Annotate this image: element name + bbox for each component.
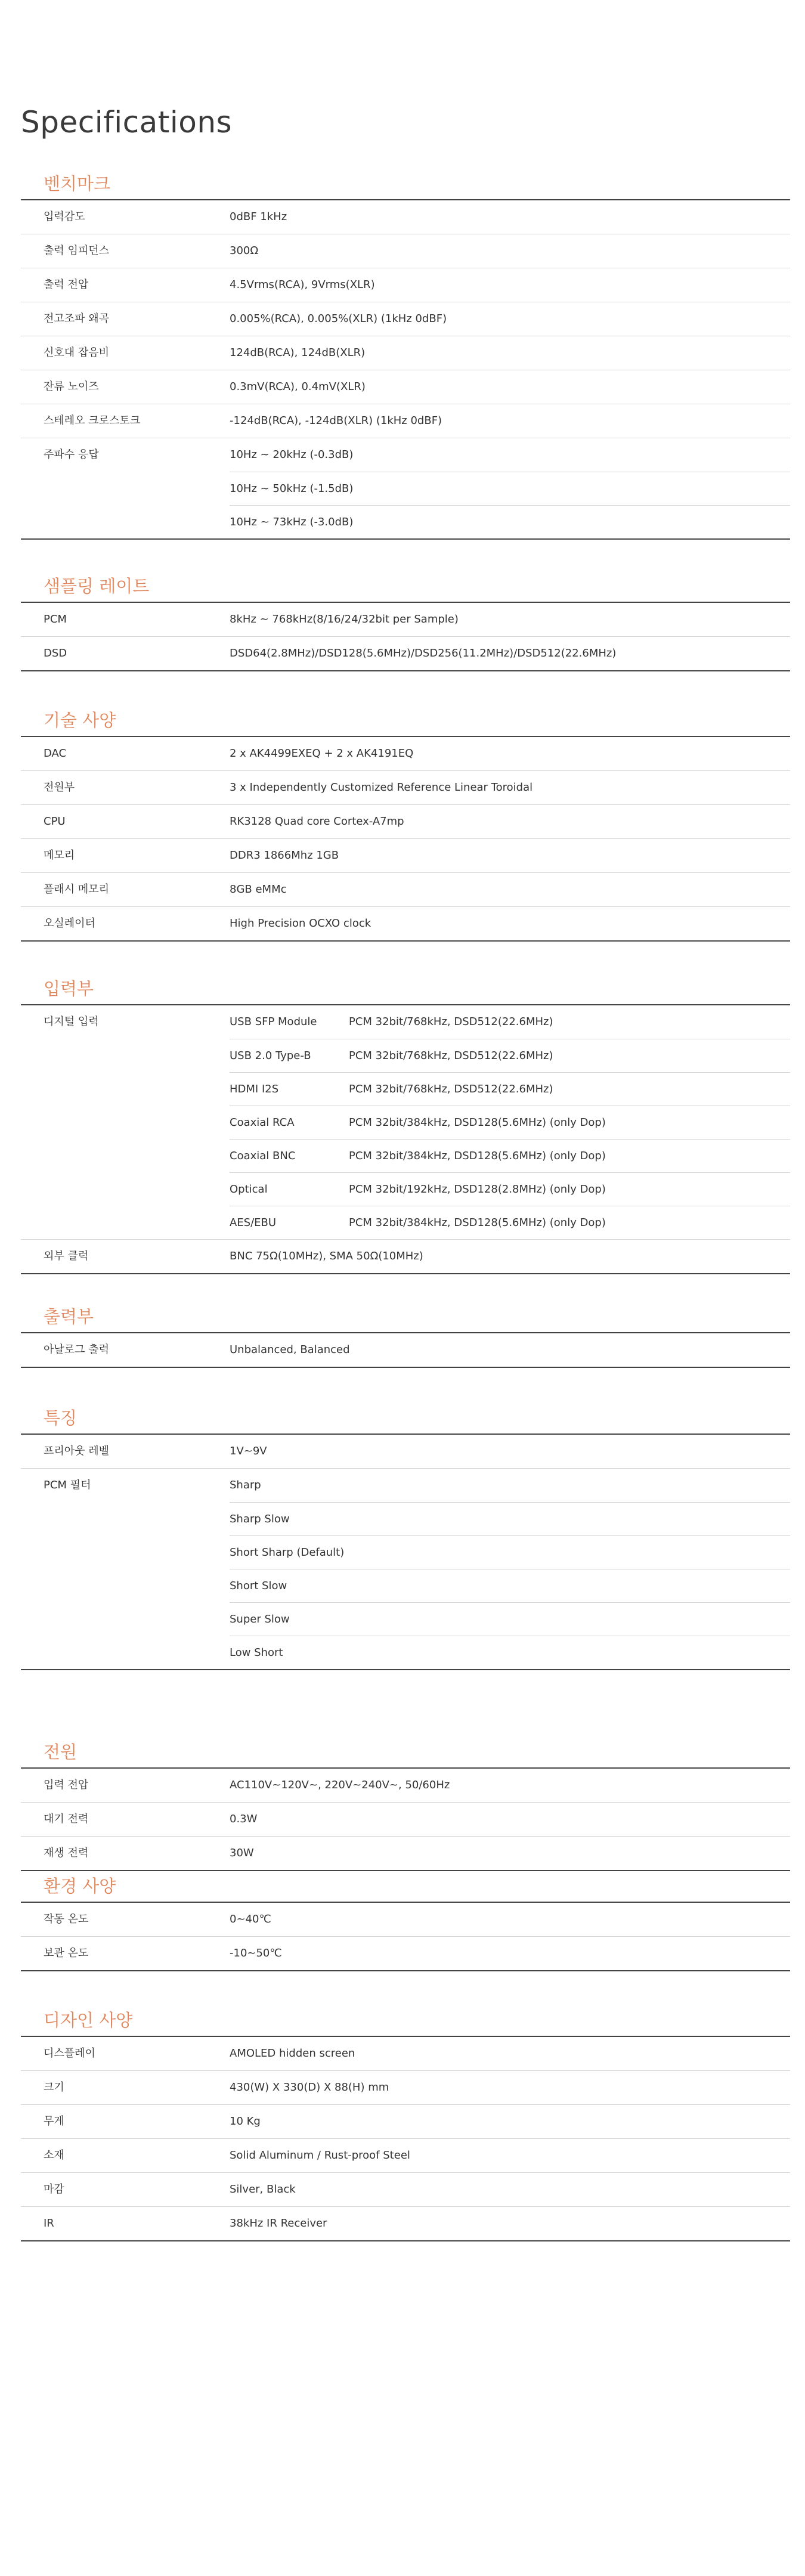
spec-label: 외부 클럭 [44, 1250, 89, 1262]
spec-label: DSD [44, 647, 67, 660]
spec-label: 디스플레이 [44, 2047, 95, 2060]
spec-values [230, 1005, 790, 1239]
spec-label: 마감 [44, 2183, 64, 2196]
spec-section [21, 1300, 790, 1368]
spec-value: -10~50℃ [230, 1947, 282, 1959]
spec-values [230, 839, 790, 872]
spec-value: Sharp [230, 1479, 261, 1491]
spec-values [230, 2173, 790, 2206]
spec-section [21, 167, 790, 540]
spec-values [230, 737, 790, 770]
spec-values [230, 404, 790, 438]
spec-value: Super Slow [230, 1602, 790, 1636]
spec-row [21, 1836, 790, 1870]
spec-values [230, 1903, 790, 1936]
spec-label: 소재 [44, 2149, 64, 2162]
spec-label: 플래시 메모리 [44, 883, 110, 896]
spec-values [230, 637, 790, 670]
spec-row [21, 1802, 790, 1836]
spec-values [230, 805, 790, 838]
spec-row [21, 636, 790, 670]
spec-row [21, 200, 790, 234]
spec-value: DDR3 1866Mhz 1GB [230, 849, 339, 862]
spec-label: PCM [44, 613, 67, 626]
spec-value: -124dB(RCA), -124dB(XLR) (1kHz 0dBF) [230, 414, 442, 427]
spec-value: Sharp Slow [230, 1502, 790, 1535]
spec-values [230, 1240, 790, 1273]
spec-label: 크기 [44, 2081, 64, 2094]
spec-label: 전원부 [44, 781, 75, 794]
spec-value: 124dB(RCA), 124dB(XLR) [230, 346, 366, 359]
section-heading: 환경 사양 [21, 1869, 790, 1903]
spec-row [21, 1903, 790, 1936]
spec-input-value: PCM 32bit/768kHz, DSD512(22.6MHz) [349, 1015, 553, 1028]
spec-values [230, 873, 790, 906]
spec-values [230, 336, 790, 370]
spec-label: 보관 온도 [44, 1947, 89, 1959]
spec-label: 프리아웃 레벨 [44, 1445, 110, 1457]
spec-input-name: Optical [230, 1183, 268, 1196]
spec-values [230, 2105, 790, 2138]
spec-input-name: USB SFP Module [230, 1015, 317, 1028]
spec-label: 재생 전력 [44, 1847, 89, 1859]
spec-input-name: AES/EBU [230, 1216, 277, 1229]
spec-rows [21, 603, 790, 671]
spec-row [21, 2037, 790, 2070]
spec-label: 출력 전압 [44, 278, 89, 291]
spec-label: 출력 임피던스 [44, 244, 110, 257]
spec-value: 10 Kg [230, 2115, 261, 2128]
spec-value-pair [230, 1206, 790, 1239]
spec-value-pair [230, 1039, 790, 1072]
spec-label: CPU [44, 815, 66, 828]
section-heading: 벤치마크 [21, 167, 790, 200]
spec-row [21, 2172, 790, 2206]
spec-values [230, 1803, 790, 1836]
spec-values [230, 2207, 790, 2240]
spec-values [230, 771, 790, 804]
spec-input-name: USB 2.0 Type-B [230, 1049, 311, 1062]
spec-input-name: HDMI I2S [230, 1083, 279, 1095]
spec-value: 10Hz ~ 73kHz (-3.0dB) [230, 505, 790, 538]
spec-value: AMOLED hidden screen [230, 2047, 355, 2060]
spec-value: Short Slow [230, 1569, 790, 1602]
spec-value: Solid Aluminum / Rust-proof Steel [230, 2149, 410, 2162]
spec-section [21, 1735, 790, 1871]
spec-value: Low Short [230, 1636, 790, 1669]
spec-input-value: PCM 32bit/768kHz, DSD512(22.6MHz) [349, 1083, 553, 1095]
spec-value: Short Sharp (Default) [230, 1535, 790, 1569]
spec-row [21, 1936, 790, 1970]
spec-value: High Precision OCXO clock [230, 917, 371, 930]
spec-value: Silver, Black [230, 2183, 296, 2196]
spec-rows [21, 2037, 790, 2241]
spec-row [21, 1468, 790, 1669]
spec-row [21, 438, 790, 538]
spec-row [21, 1239, 790, 1273]
spec-values [230, 2139, 790, 2172]
spec-row [21, 234, 790, 268]
spec-values [230, 1769, 790, 1802]
spec-row [21, 268, 790, 302]
spec-section [21, 569, 790, 671]
spec-values [230, 2071, 790, 2104]
spec-section [21, 704, 790, 942]
section-heading: 샘플링 레이트 [21, 569, 790, 603]
spec-values [230, 1837, 790, 1870]
spec-value: 10Hz ~ 20kHz (-0.3dB) [230, 448, 354, 461]
spec-input-value: PCM 32bit/384kHz, DSD128(5.6MHz) (only Dop) [349, 1116, 606, 1129]
spec-value: 3 x Independently Customized Reference Linear Toroidal [230, 781, 533, 794]
spec-rows [21, 1005, 790, 1274]
section-heading: 디자인 사양 [21, 2004, 790, 2037]
spec-section [21, 972, 790, 1274]
spec-row [21, 1769, 790, 1802]
spec-row [21, 404, 790, 438]
spec-values [230, 1333, 790, 1367]
spec-row [21, 737, 790, 770]
spec-label: IR [44, 2217, 54, 2230]
spec-value-pair [230, 1005, 790, 1039]
section-heading: 입력부 [21, 972, 790, 1005]
spec-label: 디지털 입력 [44, 1015, 99, 1028]
spec-values [230, 200, 790, 234]
spec-row [21, 2070, 790, 2104]
spec-value: 0~40℃ [230, 1913, 271, 1925]
spec-row [21, 1435, 790, 1468]
spec-label: 대기 전력 [44, 1813, 89, 1825]
spec-row [21, 370, 790, 404]
spec-values [230, 234, 790, 268]
spec-input-value: PCM 32bit/192kHz, DSD128(2.8MHz) (only Dop) [349, 1183, 606, 1196]
section-heading: 특징 [21, 1401, 790, 1435]
spec-label: DAC [44, 747, 67, 760]
spec-input-name: Coaxial BNC [230, 1150, 296, 1162]
spec-label: 아날로그 출력 [44, 1343, 110, 1356]
spec-value: 2 x AK4499EXEQ + 2 x AK4191EQ [230, 747, 414, 760]
spec-rows [21, 1903, 790, 1971]
spec-values [230, 302, 790, 336]
spec-label: 입력감도 [44, 210, 85, 223]
spec-value-pair [230, 1106, 790, 1139]
page-title: Specifications [21, 105, 233, 140]
section-heading: 출력부 [21, 1300, 790, 1333]
spec-values [230, 268, 790, 302]
section-heading: 전원 [21, 1735, 790, 1769]
spec-value-pair [230, 1172, 790, 1206]
spec-label: 주파수 응답 [44, 448, 99, 461]
spec-values [230, 1937, 790, 1970]
section-heading: 기술 사양 [21, 704, 790, 737]
spec-rows [21, 1333, 790, 1368]
spec-value: 1V~9V [230, 1445, 267, 1457]
spec-row [21, 804, 790, 838]
spec-values [230, 1435, 790, 1468]
spec-input-value: PCM 32bit/384kHz, DSD128(5.6MHz) (only Dop) [349, 1216, 606, 1229]
spec-values [230, 2037, 790, 2070]
spec-page [21, 0, 790, 2576]
spec-values [230, 603, 790, 636]
spec-label: 잔류 노이즈 [44, 380, 99, 393]
spec-row [21, 302, 790, 336]
spec-input-value: PCM 32bit/768kHz, DSD512(22.6MHz) [349, 1049, 553, 1062]
spec-label: 신호대 잡음비 [44, 346, 110, 359]
spec-label: 전고조파 왜곡 [44, 312, 110, 325]
spec-value-pair [230, 1072, 790, 1106]
spec-label: 스테레오 크로스토크 [44, 414, 141, 427]
spec-value: RK3128 Quad core Cortex-A7mp [230, 815, 404, 828]
spec-row [21, 770, 790, 804]
spec-value: Unbalanced, Balanced [230, 1343, 350, 1356]
spec-row [21, 1005, 790, 1239]
spec-values [230, 370, 790, 404]
spec-row [21, 603, 790, 636]
spec-row [21, 1333, 790, 1367]
spec-row [21, 2138, 790, 2172]
spec-label: 오실레이터 [44, 917, 95, 930]
spec-value: 8kHz ~ 768kHz(8/16/24/32bit per Sample) [230, 613, 459, 626]
spec-rows [21, 737, 790, 942]
spec-values [230, 438, 790, 538]
spec-section [21, 1401, 790, 1670]
spec-label: 무게 [44, 2115, 64, 2128]
spec-rows [21, 1435, 790, 1670]
spec-value: 30W [230, 1847, 254, 1859]
spec-value: 430(W) X 330(D) X 88(H) mm [230, 2081, 389, 2094]
spec-value: 0.005%(RCA), 0.005%(XLR) (1kHz 0dBF) [230, 312, 447, 325]
spec-value: 38kHz IR Receiver [230, 2217, 327, 2230]
spec-label: 메모리 [44, 849, 75, 862]
spec-values [230, 1469, 790, 1669]
spec-section [21, 2004, 790, 2241]
spec-input-name: Coaxial RCA [230, 1116, 295, 1129]
spec-row [21, 336, 790, 370]
spec-value: 0.3mV(RCA), 0.4mV(XLR) [230, 380, 366, 393]
spec-row [21, 906, 790, 940]
spec-value: 10Hz ~ 50kHz (-1.5dB) [230, 472, 790, 505]
spec-values [230, 907, 790, 940]
spec-section [21, 1869, 790, 1971]
spec-value: 8GB eMMc [230, 883, 287, 896]
spec-label: PCM 필터 [44, 1479, 91, 1491]
spec-rows [21, 1769, 790, 1871]
spec-row [21, 2104, 790, 2138]
spec-value: 0.3W [230, 1813, 258, 1825]
spec-value: BNC 75Ω(10MHz), SMA 50Ω(10MHz) [230, 1250, 423, 1262]
spec-value: 300Ω [230, 244, 259, 257]
spec-row [21, 872, 790, 906]
spec-value-pair [230, 1139, 790, 1172]
spec-value: AC110V~120V~, 220V~240V~, 50/60Hz [230, 1779, 450, 1791]
spec-row [21, 838, 790, 872]
spec-value: 0dBF 1kHz [230, 210, 287, 223]
spec-value: 4.5Vrms(RCA), 9Vrms(XLR) [230, 278, 375, 291]
spec-row [21, 2206, 790, 2240]
spec-label: 작동 온도 [44, 1913, 89, 1925]
spec-value: DSD64(2.8MHz)/DSD128(5.6MHz)/DSD256(11.2MHz)/DSD512(22.6MHz) [230, 647, 617, 660]
spec-input-value: PCM 32bit/384kHz, DSD128(5.6MHz) (only Dop) [349, 1150, 606, 1162]
spec-label: 입력 전압 [44, 1779, 89, 1791]
spec-rows [21, 200, 790, 540]
